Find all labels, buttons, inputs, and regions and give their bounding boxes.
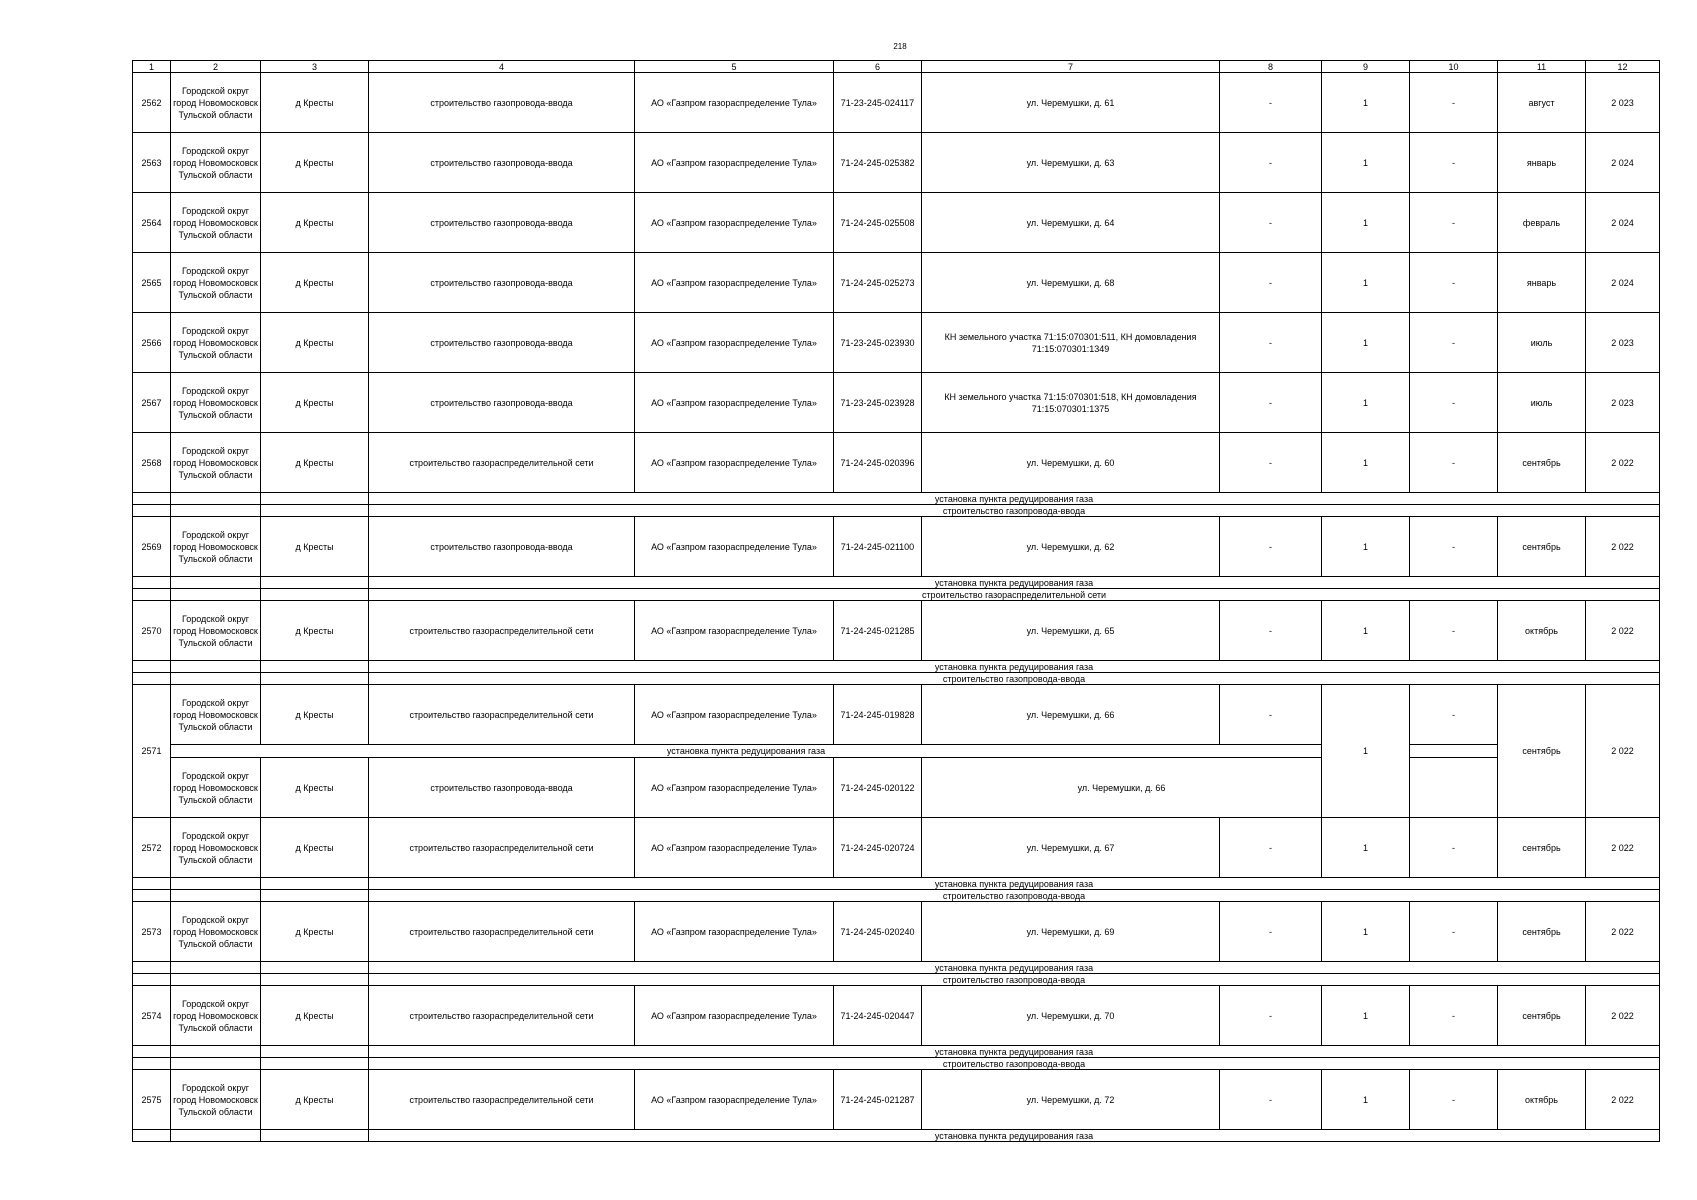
application-code-cell: 71-24-245-019828 xyxy=(834,685,922,745)
col10-cell: - xyxy=(1410,133,1498,193)
organization-cell: АО «Газпром газораспределение Тула» xyxy=(635,313,834,373)
table-row xyxy=(133,1070,1660,1130)
col8-cell: - xyxy=(1220,517,1322,577)
settlement-cell: д Кресты xyxy=(261,433,369,493)
row-number-cell: 2572 xyxy=(133,818,171,878)
work-type-cell: строительство газопровода-ввода xyxy=(369,73,635,133)
empty-cell xyxy=(1410,745,1498,758)
col8-cell: - xyxy=(1220,373,1322,433)
settlement-cell: д Кресты xyxy=(261,193,369,253)
empty-cell xyxy=(171,673,261,685)
col-header: 2 xyxy=(171,61,261,73)
application-code-cell: 71-23-245-023930 xyxy=(834,313,922,373)
work-type-cell: строительство газораспределительной сети xyxy=(369,601,635,661)
sub-row xyxy=(133,661,1660,673)
settlement-cell: д Кресты xyxy=(261,373,369,433)
address-cell: ул. Черемушки, д. 66 xyxy=(922,758,1322,818)
month-cell: сентябрь xyxy=(1498,517,1586,577)
municipality-cell: Городской округ город Новомосковск Тульской области xyxy=(171,902,261,962)
sub-row xyxy=(133,589,1660,601)
municipality-cell: Городской округ город Новомосковск Тульской области xyxy=(171,986,261,1046)
address-cell: ул. Черемушки, д. 63 xyxy=(922,133,1220,193)
municipality-cell: Городской округ город Новомосковск Тульской области xyxy=(171,73,261,133)
col8-cell: - xyxy=(1220,685,1322,745)
table-row xyxy=(133,313,1660,373)
table-row xyxy=(133,685,1660,745)
organization-cell: АО «Газпром газораспределение Тула» xyxy=(635,902,834,962)
municipality-cell: Городской округ город Новомосковск Тульской области xyxy=(171,685,261,745)
month-cell: октябрь xyxy=(1498,1070,1586,1130)
row-number-cell: 2565 xyxy=(133,253,171,313)
col9-cell: 1 xyxy=(1322,685,1410,818)
address-cell: ул. Черемушки, д. 70 xyxy=(922,986,1220,1046)
year-cell: 2 022 xyxy=(1586,601,1660,661)
year-cell: 2 022 xyxy=(1586,517,1660,577)
empty-cell xyxy=(261,577,369,589)
settlement-cell: д Кресты xyxy=(261,986,369,1046)
col10-cell: - xyxy=(1410,986,1498,1046)
organization-cell: АО «Газпром газораспределение Тула» xyxy=(635,818,834,878)
year-cell: 2 022 xyxy=(1586,902,1660,962)
work-type-cell: строительство газопровода-ввода xyxy=(369,133,635,193)
settlement-cell: д Кресты xyxy=(261,253,369,313)
row-number-cell: 2573 xyxy=(133,902,171,962)
year-cell: 2 024 xyxy=(1586,133,1660,193)
col9-cell: 1 xyxy=(1322,818,1410,878)
year-cell: 2 022 xyxy=(1586,986,1660,1046)
table-row xyxy=(133,253,1660,313)
table-row xyxy=(133,193,1660,253)
municipality-cell: Городской округ город Новомосковск Тульской области xyxy=(171,193,261,253)
month-cell: июль xyxy=(1498,313,1586,373)
municipality-cell: Городской округ город Новомосковск Тульской области xyxy=(171,373,261,433)
row-number-cell: 2564 xyxy=(133,193,171,253)
row-number-cell: 2571 xyxy=(133,685,171,818)
table-row xyxy=(133,758,1660,818)
organization-cell: АО «Газпром газораспределение Тула» xyxy=(635,433,834,493)
col8-cell: - xyxy=(1220,601,1322,661)
empty-cell xyxy=(133,890,171,902)
organization-cell: АО «Газпром газораспределение Тула» xyxy=(635,517,834,577)
col8-cell: - xyxy=(1220,193,1322,253)
sub-row xyxy=(133,878,1660,890)
work-type-cell: строительство газопровода-ввода xyxy=(369,517,635,577)
year-cell: 2 024 xyxy=(1586,193,1660,253)
col8-cell: - xyxy=(1220,73,1322,133)
empty-cell xyxy=(261,673,369,685)
work-type-cell: строительство газораспределительной сети xyxy=(369,433,635,493)
municipality-cell: Городской округ город Новомосковск Тульской области xyxy=(171,517,261,577)
application-code-cell: 71-23-245-024117 xyxy=(834,73,922,133)
organization-cell: АО «Газпром газораспределение Тула» xyxy=(635,133,834,193)
empty-cell xyxy=(133,974,171,986)
organization-cell: АО «Газпром газораспределение Тула» xyxy=(635,73,834,133)
table-row xyxy=(133,73,1660,133)
empty-cell xyxy=(133,962,171,974)
col10-cell: - xyxy=(1410,818,1498,878)
empty-cell xyxy=(171,1058,261,1070)
col9-cell: 1 xyxy=(1322,433,1410,493)
col8-cell: - xyxy=(1220,313,1322,373)
municipality-cell: Городской округ город Новомосковск Тульской области xyxy=(171,1070,261,1130)
municipality-cell: Городской округ город Новомосковск Тульской области xyxy=(171,433,261,493)
empty-cell xyxy=(1410,758,1498,818)
empty-cell xyxy=(133,1046,171,1058)
address-cell: ул. Черемушки, д. 64 xyxy=(922,193,1220,253)
sub-row-label: строительство газораспределительной сети xyxy=(369,589,1660,601)
work-type-cell: строительство газораспределительной сети xyxy=(369,986,635,1046)
month-cell: август xyxy=(1498,73,1586,133)
table-row xyxy=(133,517,1660,577)
application-code-cell: 71-24-245-020240 xyxy=(834,902,922,962)
settlement-cell: д Кресты xyxy=(261,902,369,962)
month-cell: сентябрь xyxy=(1498,986,1586,1046)
month-cell: сентябрь xyxy=(1498,818,1586,878)
col-header: 6 xyxy=(834,61,922,73)
column-number-row xyxy=(133,61,1660,73)
table-row xyxy=(133,601,1660,661)
col10-cell: - xyxy=(1410,253,1498,313)
empty-cell xyxy=(171,661,261,673)
municipality-cell: Городской округ город Новомосковск Тульской области xyxy=(171,818,261,878)
row-number-cell: 2570 xyxy=(133,601,171,661)
empty-cell xyxy=(171,962,261,974)
application-code-cell: 71-24-245-020396 xyxy=(834,433,922,493)
month-cell: февраль xyxy=(1498,193,1586,253)
organization-cell: АО «Газпром газораспределение Тула» xyxy=(635,1070,834,1130)
col9-cell: 1 xyxy=(1322,253,1410,313)
empty-cell xyxy=(171,577,261,589)
address-cell: ул. Черемушки, д. 60 xyxy=(922,433,1220,493)
inner-label-row xyxy=(133,745,1660,758)
address-cell: ул. Черемушки, д. 67 xyxy=(922,818,1220,878)
application-code-cell: 71-24-245-025508 xyxy=(834,193,922,253)
month-cell: сентябрь xyxy=(1498,685,1586,818)
col8-cell: - xyxy=(1220,1070,1322,1130)
organization-cell: АО «Газпром газораспределение Тула» xyxy=(635,373,834,433)
settlement-cell: д Кресты xyxy=(261,685,369,745)
col9-cell: 1 xyxy=(1322,193,1410,253)
col8-cell: - xyxy=(1220,902,1322,962)
municipality-cell: Городской округ город Новомосковск Тульской области xyxy=(171,253,261,313)
application-code-cell: 71-24-245-021287 xyxy=(834,1070,922,1130)
municipality-cell: Городской округ город Новомосковск Тульской области xyxy=(171,758,261,818)
address-cell: КН земельного участка 71:15:070301:518, КН домовладения 71:15:070301:1375 xyxy=(922,373,1220,433)
col-header: 7 xyxy=(922,61,1220,73)
empty-cell xyxy=(171,890,261,902)
col-header: 9 xyxy=(1322,61,1410,73)
col10-cell: - xyxy=(1410,433,1498,493)
address-cell: ул. Черемушки, д. 66 xyxy=(922,685,1220,745)
empty-cell xyxy=(171,493,261,505)
sub-row-label: установка пункта редуцирования газа xyxy=(369,577,1660,589)
address-cell: ул. Черемушки, д. 69 xyxy=(922,902,1220,962)
work-type-cell: строительство газопровода-ввода xyxy=(369,313,635,373)
row-number-cell: 2574 xyxy=(133,986,171,1046)
month-cell: январь xyxy=(1498,253,1586,313)
sub-row-label: установка пункта редуцирования газа xyxy=(369,962,1660,974)
year-cell: 2 023 xyxy=(1586,313,1660,373)
empty-cell xyxy=(133,493,171,505)
empty-cell xyxy=(261,1130,369,1142)
application-code-cell: 71-24-245-025273 xyxy=(834,253,922,313)
year-cell: 2 023 xyxy=(1586,373,1660,433)
address-cell: ул. Черемушки, д. 65 xyxy=(922,601,1220,661)
col10-cell: - xyxy=(1410,685,1498,745)
table-row xyxy=(133,433,1660,493)
empty-cell xyxy=(261,974,369,986)
organization-cell: АО «Газпром газораспределение Тула» xyxy=(635,253,834,313)
work-type-cell: строительство газораспределительной сети xyxy=(369,818,635,878)
sub-row-label: строительство газопровода-ввода xyxy=(369,673,1660,685)
settlement-cell: д Кресты xyxy=(261,313,369,373)
month-cell: сентябрь xyxy=(1498,433,1586,493)
municipality-cell: Городской округ город Новомосковск Тульской области xyxy=(171,601,261,661)
sub-row-label: строительство газопровода-ввода xyxy=(369,974,1660,986)
col10-cell: - xyxy=(1410,517,1498,577)
col-header: 12 xyxy=(1586,61,1660,73)
address-cell: ул. Черемушки, д. 68 xyxy=(922,253,1220,313)
settlement-cell: д Кресты xyxy=(261,818,369,878)
application-code-cell: 71-24-245-020724 xyxy=(834,818,922,878)
row-number-cell: 2563 xyxy=(133,133,171,193)
row-number-cell: 2569 xyxy=(133,517,171,577)
empty-cell xyxy=(133,661,171,673)
empty-cell xyxy=(261,890,369,902)
month-cell: сентябрь xyxy=(1498,902,1586,962)
empty-cell xyxy=(133,673,171,685)
empty-cell xyxy=(261,962,369,974)
municipality-cell: Городской округ город Новомосковск Тульской области xyxy=(171,313,261,373)
year-cell: 2 022 xyxy=(1586,1070,1660,1130)
col9-cell: 1 xyxy=(1322,986,1410,1046)
col8-cell: - xyxy=(1220,986,1322,1046)
row-number-cell: 2562 xyxy=(133,73,171,133)
sub-row-label: установка пункта редуцирования газа xyxy=(369,661,1660,673)
inner-label-cell: установка пункта редуцирования газа xyxy=(171,745,1322,758)
sub-row-label: установка пункта редуцирования газа xyxy=(369,878,1660,890)
col9-cell: 1 xyxy=(1322,1070,1410,1130)
row-number-cell: 2566 xyxy=(133,313,171,373)
municipality-cell: Городской округ город Новомосковск Тульской области xyxy=(171,133,261,193)
organization-cell: АО «Газпром газораспределение Тула» xyxy=(635,193,834,253)
col10-cell: - xyxy=(1410,193,1498,253)
row-number-cell: 2568 xyxy=(133,433,171,493)
col-header: 11 xyxy=(1498,61,1586,73)
col-header: 10 xyxy=(1410,61,1498,73)
work-type-cell: строительство газопровода-ввода xyxy=(369,758,635,818)
empty-cell xyxy=(171,505,261,517)
col10-cell: - xyxy=(1410,313,1498,373)
empty-cell xyxy=(261,1046,369,1058)
col-header: 8 xyxy=(1220,61,1322,73)
settlement-cell: д Кресты xyxy=(261,517,369,577)
address-cell: ул. Черемушки, д. 61 xyxy=(922,73,1220,133)
address-cell: КН земельного участка 71:15:070301:511, КН домовладения 71:15:070301:1349 xyxy=(922,313,1220,373)
settlement-cell: д Кресты xyxy=(261,133,369,193)
sub-row xyxy=(133,673,1660,685)
col10-cell: - xyxy=(1410,73,1498,133)
year-cell: 2 024 xyxy=(1586,253,1660,313)
empty-cell xyxy=(133,589,171,601)
col-header: 3 xyxy=(261,61,369,73)
sub-row xyxy=(133,962,1660,974)
empty-cell xyxy=(171,1130,261,1142)
sub-row-label: строительство газопровода-ввода xyxy=(369,890,1660,902)
table-row xyxy=(133,986,1660,1046)
sub-row xyxy=(133,974,1660,986)
col9-cell: 1 xyxy=(1322,73,1410,133)
organization-cell: АО «Газпром газораспределение Тула» xyxy=(635,758,834,818)
application-code-cell: 71-24-245-020447 xyxy=(834,986,922,1046)
organization-cell: АО «Газпром газораспределение Тула» xyxy=(635,986,834,1046)
empty-cell xyxy=(133,1058,171,1070)
col10-cell: - xyxy=(1410,1070,1498,1130)
settlement-cell: д Кресты xyxy=(261,601,369,661)
col9-cell: 1 xyxy=(1322,902,1410,962)
empty-cell xyxy=(261,589,369,601)
application-code-cell: 71-24-245-021100 xyxy=(834,517,922,577)
year-cell: 2 022 xyxy=(1586,818,1660,878)
sub-row-label: строительство газопровода-ввода xyxy=(369,505,1660,517)
col9-cell: 1 xyxy=(1322,601,1410,661)
sub-row-label: строительство газопровода-ввода xyxy=(369,1058,1660,1070)
empty-cell xyxy=(261,1058,369,1070)
col-header: 5 xyxy=(635,61,834,73)
empty-cell xyxy=(261,505,369,517)
work-type-cell: строительство газораспределительной сети xyxy=(369,902,635,962)
row-number-cell: 2575 xyxy=(133,1070,171,1130)
row-number-cell: 2567 xyxy=(133,373,171,433)
table-row xyxy=(133,818,1660,878)
col9-cell: 1 xyxy=(1322,517,1410,577)
empty-cell xyxy=(261,493,369,505)
table-row xyxy=(133,902,1660,962)
month-cell: январь xyxy=(1498,133,1586,193)
col8-cell: - xyxy=(1220,433,1322,493)
sub-row-label: установка пункта редуцирования газа xyxy=(369,493,1660,505)
organization-cell: АО «Газпром газораспределение Тула» xyxy=(635,685,834,745)
register-table xyxy=(132,60,1660,1142)
col10-cell: - xyxy=(1410,373,1498,433)
sub-row xyxy=(133,1130,1660,1142)
address-cell: ул. Черемушки, д. 72 xyxy=(922,1070,1220,1130)
organization-cell: АО «Газпром газораспределение Тула» xyxy=(635,601,834,661)
year-cell: 2 023 xyxy=(1586,73,1660,133)
year-cell: 2 022 xyxy=(1586,433,1660,493)
application-code-cell: 71-24-245-020122 xyxy=(834,758,922,818)
month-cell: июль xyxy=(1498,373,1586,433)
settlement-cell: д Кресты xyxy=(261,73,369,133)
month-cell: октябрь xyxy=(1498,601,1586,661)
empty-cell xyxy=(171,589,261,601)
table-row xyxy=(133,373,1660,433)
table-body xyxy=(133,61,1660,1142)
settlement-cell: д Кресты xyxy=(261,1070,369,1130)
empty-cell xyxy=(133,878,171,890)
sub-row-label: установка пункта редуцирования газа xyxy=(369,1130,1660,1142)
empty-cell xyxy=(261,878,369,890)
empty-cell xyxy=(171,878,261,890)
work-type-cell: строительство газораспределительной сети xyxy=(369,1070,635,1130)
address-cell: ул. Черемушки, д. 62 xyxy=(922,517,1220,577)
col8-cell: - xyxy=(1220,133,1322,193)
col9-cell: 1 xyxy=(1322,133,1410,193)
work-type-cell: строительство газораспределительной сети xyxy=(369,685,635,745)
col8-cell: - xyxy=(1220,818,1322,878)
col9-cell: 1 xyxy=(1322,373,1410,433)
col9-cell: 1 xyxy=(1322,313,1410,373)
col10-cell: - xyxy=(1410,601,1498,661)
work-type-cell: строительство газопровода-ввода xyxy=(369,373,635,433)
table-row xyxy=(133,133,1660,193)
application-code-cell: 71-24-245-025382 xyxy=(834,133,922,193)
year-cell: 2 022 xyxy=(1586,685,1660,818)
page-number: 218 xyxy=(893,42,907,51)
application-code-cell: 71-24-245-021285 xyxy=(834,601,922,661)
settlement-cell: д Кресты xyxy=(261,758,369,818)
sub-row xyxy=(133,890,1660,902)
empty-cell xyxy=(171,974,261,986)
sub-row xyxy=(133,505,1660,517)
sub-row xyxy=(133,493,1660,505)
work-type-cell: строительство газопровода-ввода xyxy=(369,193,635,253)
work-type-cell: строительство газопровода-ввода xyxy=(369,253,635,313)
empty-cell xyxy=(261,661,369,673)
application-code-cell: 71-23-245-023928 xyxy=(834,373,922,433)
col10-cell: - xyxy=(1410,902,1498,962)
empty-cell xyxy=(133,1130,171,1142)
sub-row xyxy=(133,577,1660,589)
empty-cell xyxy=(171,1046,261,1058)
col8-cell: - xyxy=(1220,253,1322,313)
sub-row xyxy=(133,1046,1660,1058)
sub-row xyxy=(133,1058,1660,1070)
col-header: 1 xyxy=(133,61,171,73)
sub-row-label: установка пункта редуцирования газа xyxy=(369,1046,1660,1058)
empty-cell xyxy=(133,505,171,517)
col-header: 4 xyxy=(369,61,635,73)
empty-cell xyxy=(133,577,171,589)
